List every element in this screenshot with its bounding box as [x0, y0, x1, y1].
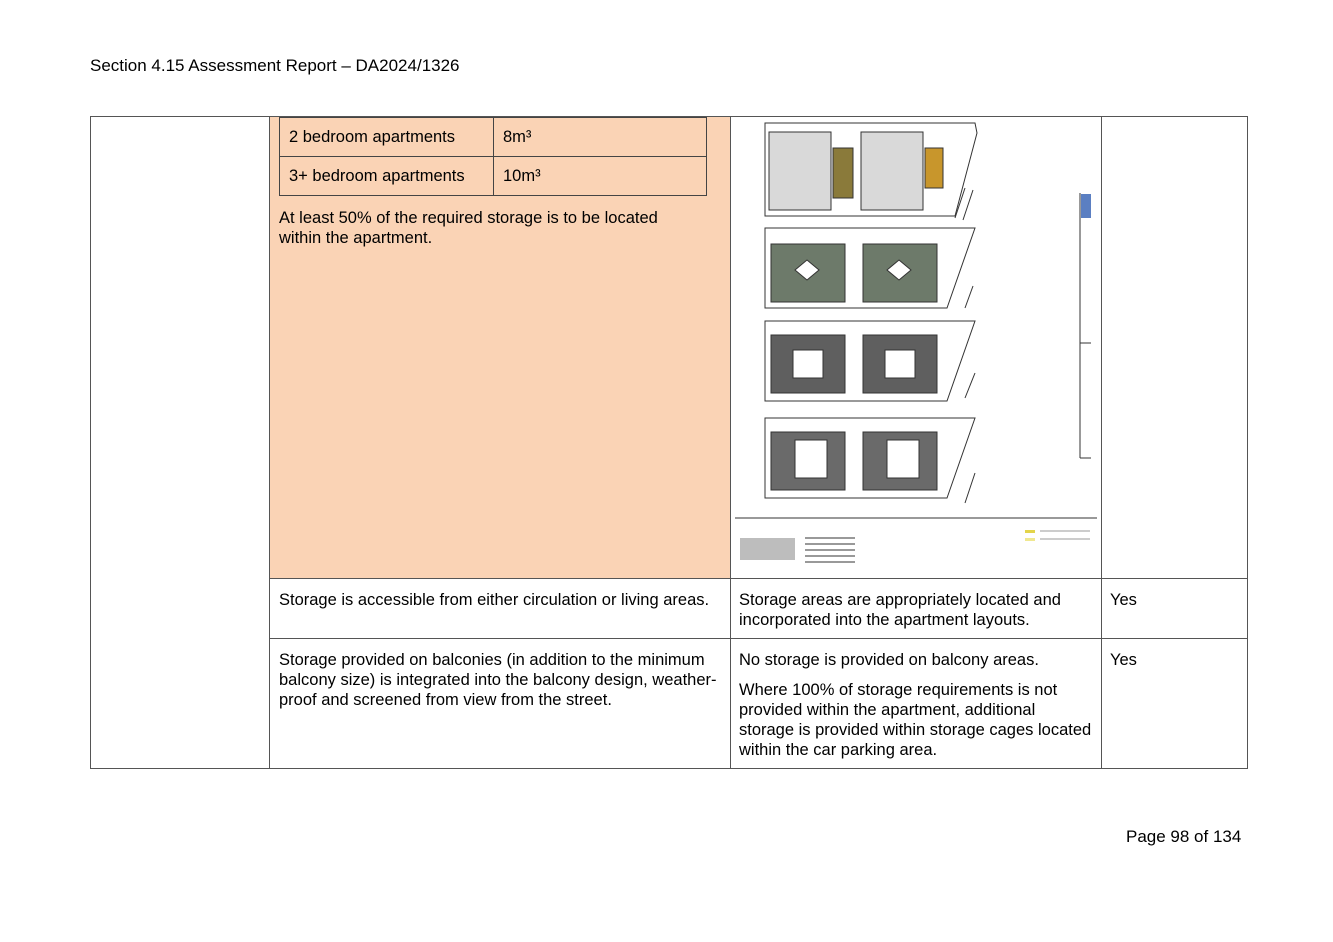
storage-note: At least 50% of the required storage is to be located within the apartment.: [279, 209, 658, 247]
complies-cell-accessible: [1101, 578, 1248, 639]
table-row: [280, 157, 707, 196]
complies-text: Yes: [1110, 591, 1137, 609]
table-col-blank: [90, 116, 270, 769]
apartment-type-cell: 2 bedroom apartments: [280, 118, 494, 157]
control-cell-accessible: [269, 578, 731, 639]
control-cell-balcony: [269, 638, 731, 769]
complies-text: Yes: [1110, 651, 1137, 669]
comment-text: Storage areas are appropriately located and incorporated into the apartment layouts.: [739, 591, 1061, 629]
control-cell-storage-requirements: [269, 116, 731, 579]
table-row: [280, 118, 707, 157]
comment-text: No storage is provided on balcony areas.: [739, 651, 1039, 669]
floor-plan-drawing: [735, 118, 1097, 568]
complies-cell-balcony: [1101, 638, 1248, 769]
document-header: Section 4.15 Assessment Report – DA2024/1326: [90, 56, 460, 75]
storage-volume-cell: 8m³: [494, 118, 707, 157]
comment-cell-balcony: [730, 638, 1102, 769]
storage-volume-cell: 10m³: [494, 157, 707, 196]
comment-cell-accessible: [730, 578, 1102, 639]
control-text: Storage is accessible from either circulation or living areas.: [279, 591, 710, 609]
complies-cell-blank: [1101, 116, 1248, 579]
page-number: Page 98 of 134: [1126, 827, 1242, 846]
storage-volume-table: [279, 117, 707, 196]
control-text: Storage provided on balconies (in addition to the minimum balcony size) is integrated into the balcony design, weather-proof and screened from view from the street.: [279, 651, 717, 709]
comment-text: Where 100% of storage requirements is not provided within the apartment, additional storage is provided within storage cages located within the car parking area.: [739, 681, 1092, 759]
apartment-type-cell: 3+ bedroom apartments: [280, 157, 494, 196]
